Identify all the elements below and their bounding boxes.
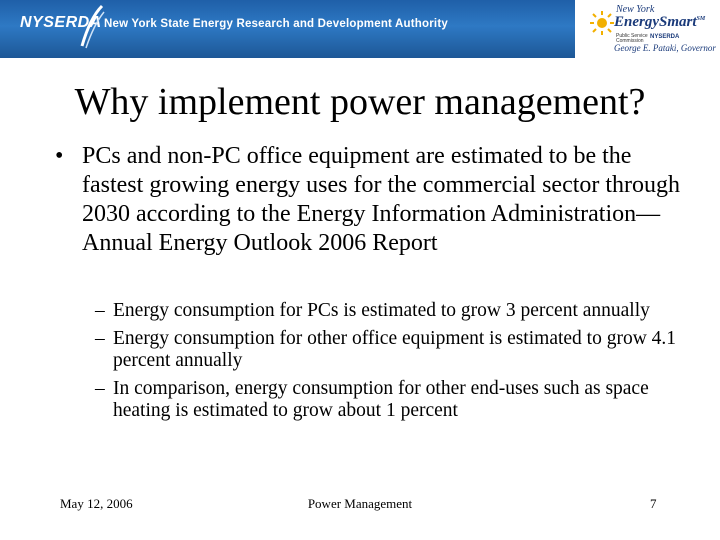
logo-partner: NYSERDA — [650, 34, 680, 40]
nyserda-logo: NYSERDA — [20, 14, 102, 31]
logo-governor: George E. Pataki, Governor — [614, 43, 716, 53]
header-banner — [0, 0, 720, 62]
footer-title: Power Management — [307, 496, 413, 511]
dash-marker: – — [95, 328, 105, 349]
page-number: 7 — [650, 496, 657, 511]
footer-date: May 12, 2006 — [60, 496, 133, 511]
slide-title: Why implement power management? — [74, 81, 646, 123]
banner-bar — [0, 0, 575, 58]
sub-bullet-text: Energy consumption for PCs is estimated to grow 3 percent annually — [113, 300, 650, 321]
bullet-marker: • — [55, 143, 64, 169]
sub-bullet — [95, 300, 695, 322]
sub-bullet-text: Energy consumption for other office equipment is estimated to grow 4.1 percent annually — [113, 328, 677, 371]
logo-program: EnergySmart℠ — [614, 14, 706, 30]
energysmart-logo — [590, 4, 716, 60]
dash-marker: – — [95, 300, 105, 321]
sun-icon — [590, 10, 614, 36]
main-bullet — [55, 142, 695, 258]
sub-bullet-text: In comparison, energy consumption for other end-uses such as space heating is estimated to grow about 1 percent — [113, 378, 649, 421]
sub-bullet — [95, 328, 695, 372]
sub-bullet — [95, 378, 695, 422]
sub-bullet-list — [95, 300, 695, 428]
bullet-text: PCs and non-PC office equipment are estimated to be the fastest growing energy uses for the commercial sector through 2030 according to the Energy Information Administration—Annual Energy Outlook 2006 Report — [82, 143, 681, 256]
logo-state: New York — [616, 4, 655, 15]
logo-psc: Public Service Commission — [616, 33, 648, 44]
dash-marker: – — [95, 378, 105, 399]
org-name: New York State Energy Research and Development Authority — [104, 18, 448, 30]
swoosh-icon — [76, 2, 106, 52]
